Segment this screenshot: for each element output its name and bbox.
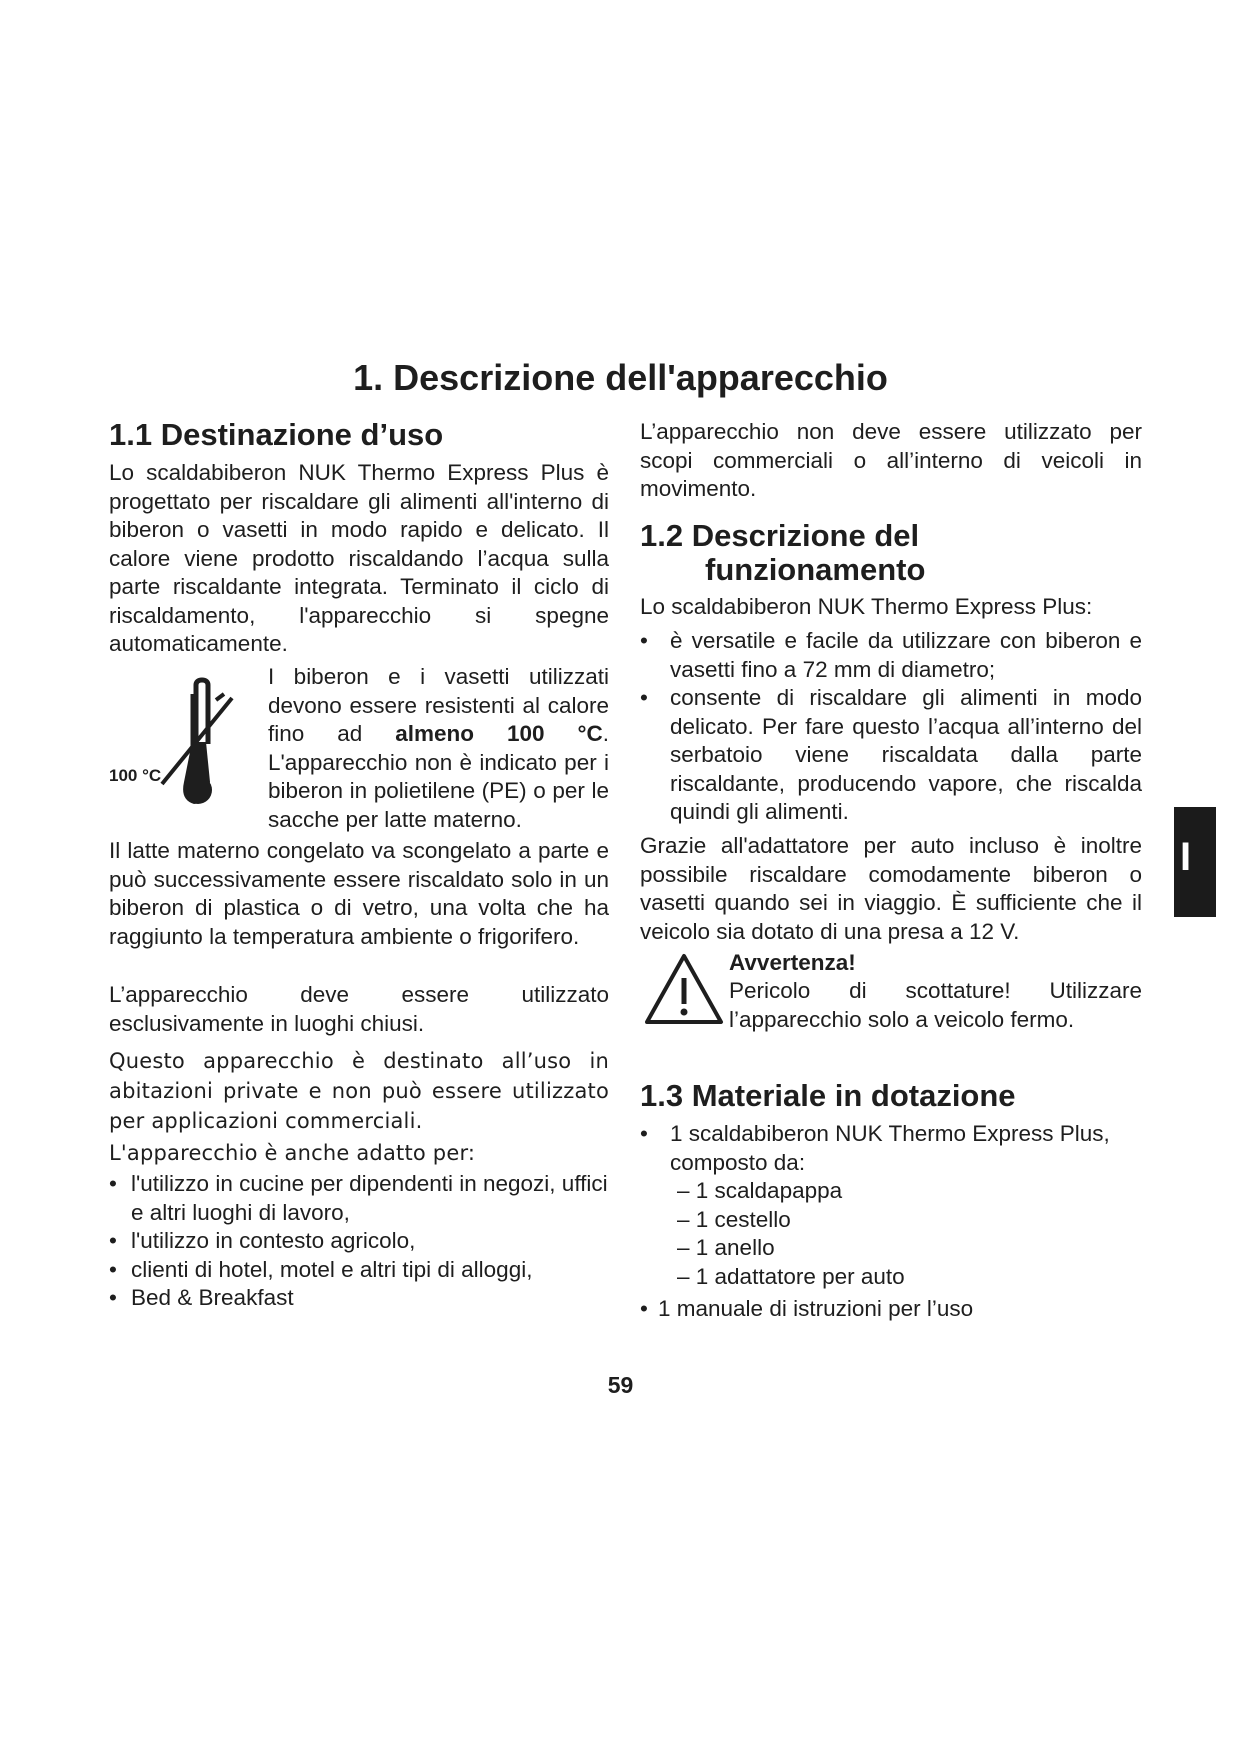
also-suitable-paragraph: L'apparecchio è anche adatto per:: [109, 1141, 476, 1165]
list-item: • è versatile e facile da utilizzare con biberon e vasetti fino a 72 mm di diametro;: [640, 627, 1142, 684]
indoor-use-paragraph: L’apparecchio deve essere utilizzato esclusivamente in luoghi chiusi.: [109, 982, 609, 1036]
section-1-2-heading-line2: funzionamento: [705, 552, 926, 587]
section-1-1-heading: 1.1 Destinazione d’uso: [109, 417, 444, 452]
functioning-list: [640, 627, 1142, 827]
list-item: • 1 scaldabiberon NUK Thermo Express Plus, composto da:: [640, 1120, 1142, 1177]
intended-use-paragraph: Lo scaldabiberon NUK Thermo Express Plus è progettato per riscaldare gli alimenti all'interno di biberon o vasetti in modo rapido e delicato. Il calore viene prodotto riscaldando l’acqua sulla parte riscaldante integrata. Terminato il ciclo di riscaldamento, l'apparecchio si spegne automaticamente.: [109, 460, 609, 656]
commercial-use-paragraph: L’apparecchio non deve essere utilizzato per scopi commerciali o all’interno di veicoli in movimento.: [640, 419, 1142, 501]
contents-list: [640, 1120, 1142, 1324]
sub-list-item: – 1 scaldapappa: [677, 1178, 843, 1203]
sub-list-item: – 1 anello: [677, 1235, 775, 1260]
heat-text-bold: almeno 100 °C: [395, 721, 603, 746]
household-use-paragraph: Questo apparecchio è destinato all’uso in abitazioni private e non può essere utilizzato per applicazioni commerciali.: [109, 1049, 609, 1133]
section-1-3-heading: 1.3 Materiale in dotazione: [640, 1078, 1016, 1113]
page-title: 1. Descrizione dell'apparecchio: [353, 357, 888, 398]
warning-icon: [643, 952, 725, 1028]
section-1-2-heading-line1: 1.2 Descrizione del: [640, 518, 920, 553]
heat-resistance-paragraph: [268, 663, 609, 834]
list-item: • clienti di hotel, motel e altri tipi di alloggi,: [109, 1256, 609, 1285]
list-item: • l'utilizzo in contesto agricolo,: [109, 1227, 609, 1256]
breast-milk-paragraph: Il latte materno congelato va scongelato a parte e può successivamente essere riscaldato solo in un biberon di plastica o di vetro, una volta che ha raggiunto la temperatura ambiente o frigorifero.: [109, 838, 609, 949]
warning-text: Pericolo di scottature! Utilizzare l’apparecchio solo a veicolo fermo.: [729, 978, 1142, 1032]
warning-title: Avvertenza!: [729, 950, 856, 975]
heat-text-b: . L'apparecchio non è indicato per i biberon in polietilene (PE) o per le sacche per latte materno.: [268, 721, 610, 832]
temperature-symbol: [106, 672, 256, 812]
car-adapter-paragraph: Grazie all'adattatore per auto incluso è inoltre possibile riscaldare comodamente biberon o vasetti quando sei in viaggio. È sufficiente che il veicolo sia dotato di una presa a 12 V.: [640, 833, 1142, 944]
list-item: • 1 manuale di istruzioni per l’uso: [640, 1295, 1142, 1324]
page-number: 59: [607, 1372, 634, 1398]
list-item: • Bed & Breakfast: [109, 1284, 609, 1313]
sub-list-item: – 1 cestello: [677, 1206, 791, 1232]
heat-text-a: I biberon e i vasetti utilizzati devono essere resistenti al calore fino ad: [268, 664, 609, 746]
functioning-intro: Lo scaldabiberon NUK Thermo Express Plus:: [640, 594, 1093, 619]
language-tab: [1174, 807, 1216, 917]
list-item: • consente di riscaldare gli alimenti in modo delicato. Per fare questo l’acqua all’interno del serbatoio viene riscaldata dalla parte riscaldante, producendo vapore, che riscalda quindi gli alimenti.: [640, 684, 1142, 827]
suitable-list: [109, 1170, 609, 1313]
symbol-label: 100 °C: [109, 766, 162, 785]
thermometer-icon: [106, 672, 256, 812]
sub-list-item: – 1 adattatore per auto: [677, 1263, 905, 1289]
list-item: • l'utilizzo in cucine per dipendenti in negozi, uffici e altri luoghi di lavoro,: [109, 1170, 609, 1227]
language-tab-label: I: [1180, 835, 1192, 879]
